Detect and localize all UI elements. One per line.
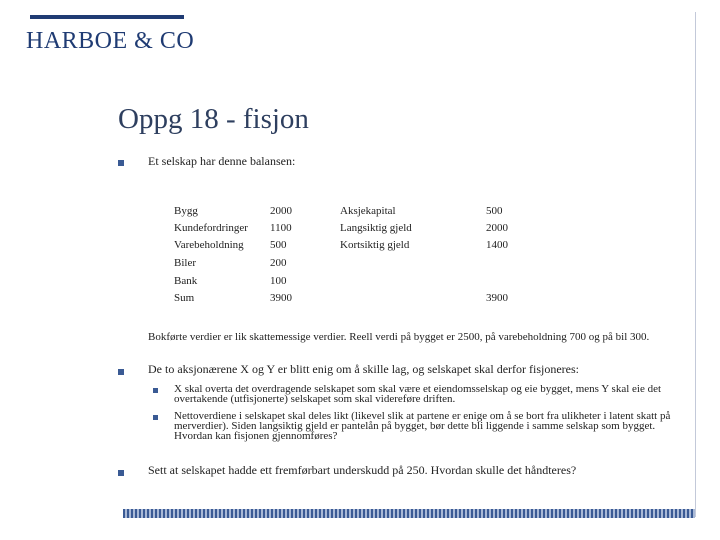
asset-label: Biler [174, 257, 196, 269]
asset-value: 200 [270, 257, 287, 269]
liability-value: 500 [486, 205, 503, 217]
liability-sum-value: 3900 [486, 292, 508, 304]
liability-label: Aksjekapital [340, 205, 396, 217]
asset-sum-value: 3900 [270, 292, 292, 304]
note-text: Bokførte verdier er lik skattemessige verdier. Reell verdi på bygget er 2500, på varebeholdning 700 og på bil 300. [148, 331, 650, 343]
top-accent-bar [30, 15, 184, 19]
bottom-pattern-bar [123, 509, 695, 518]
bullet-square [118, 369, 124, 375]
bullet-square [118, 470, 124, 476]
intro-text: Et selskap har denne balansen: [148, 154, 296, 168]
sub-bullet-square [153, 388, 158, 393]
liability-value: 1400 [486, 239, 508, 251]
liability-label: Kortsiktig gjeld [340, 239, 410, 251]
underskudd-text: Sett at selskapet hadde ett fremførbart underskudd på 250. Hvordan skulle det håndteres? [148, 463, 577, 477]
bullet-square [118, 160, 124, 166]
asset-value: 500 [270, 239, 287, 251]
asset-label: Kundefordringer [174, 222, 248, 234]
liability-label: Langsiktig gjeld [340, 222, 412, 234]
sub-bullet-text: Nettoverdiene i selskapet skal deles likt (likevel slik at partene er enige om å se bort fra ulikheter i latent skatt på merverdier). Siden langsiktig gjeld er pantelån på bygget, bør dette bli liggende i samme selskap som bygget. Hvordan kan fisjonen gjennomføres? [174, 410, 671, 442]
sub-bullet-text: X skal overta det overdragende selskapet som skal være et eiendomsselskap og eie bygget, mens Y skal eie det overtakende (utfisjonerte) selskapet som skal videreføre driften. [174, 383, 662, 405]
slide-title: Oppg 18 - fisjon [118, 103, 309, 135]
liability-value: 2000 [486, 222, 508, 234]
fisjon-text: De to aksjonærene X og Y er blitt enig om å skille lag, og selskapet skal derfor fisjoneres: [148, 362, 580, 376]
asset-sum-label: Sum [174, 292, 195, 304]
asset-label: Varebeholdning [174, 239, 244, 251]
company-logo: HARBOE & CO [26, 28, 195, 54]
asset-value: 1100 [270, 222, 292, 234]
asset-label: Bygg [174, 205, 198, 217]
right-border-line [695, 12, 696, 517]
asset-label: Bank [174, 275, 198, 287]
asset-value: 2000 [270, 205, 292, 217]
sub-bullet-square [153, 415, 158, 420]
asset-value: 100 [270, 275, 287, 287]
